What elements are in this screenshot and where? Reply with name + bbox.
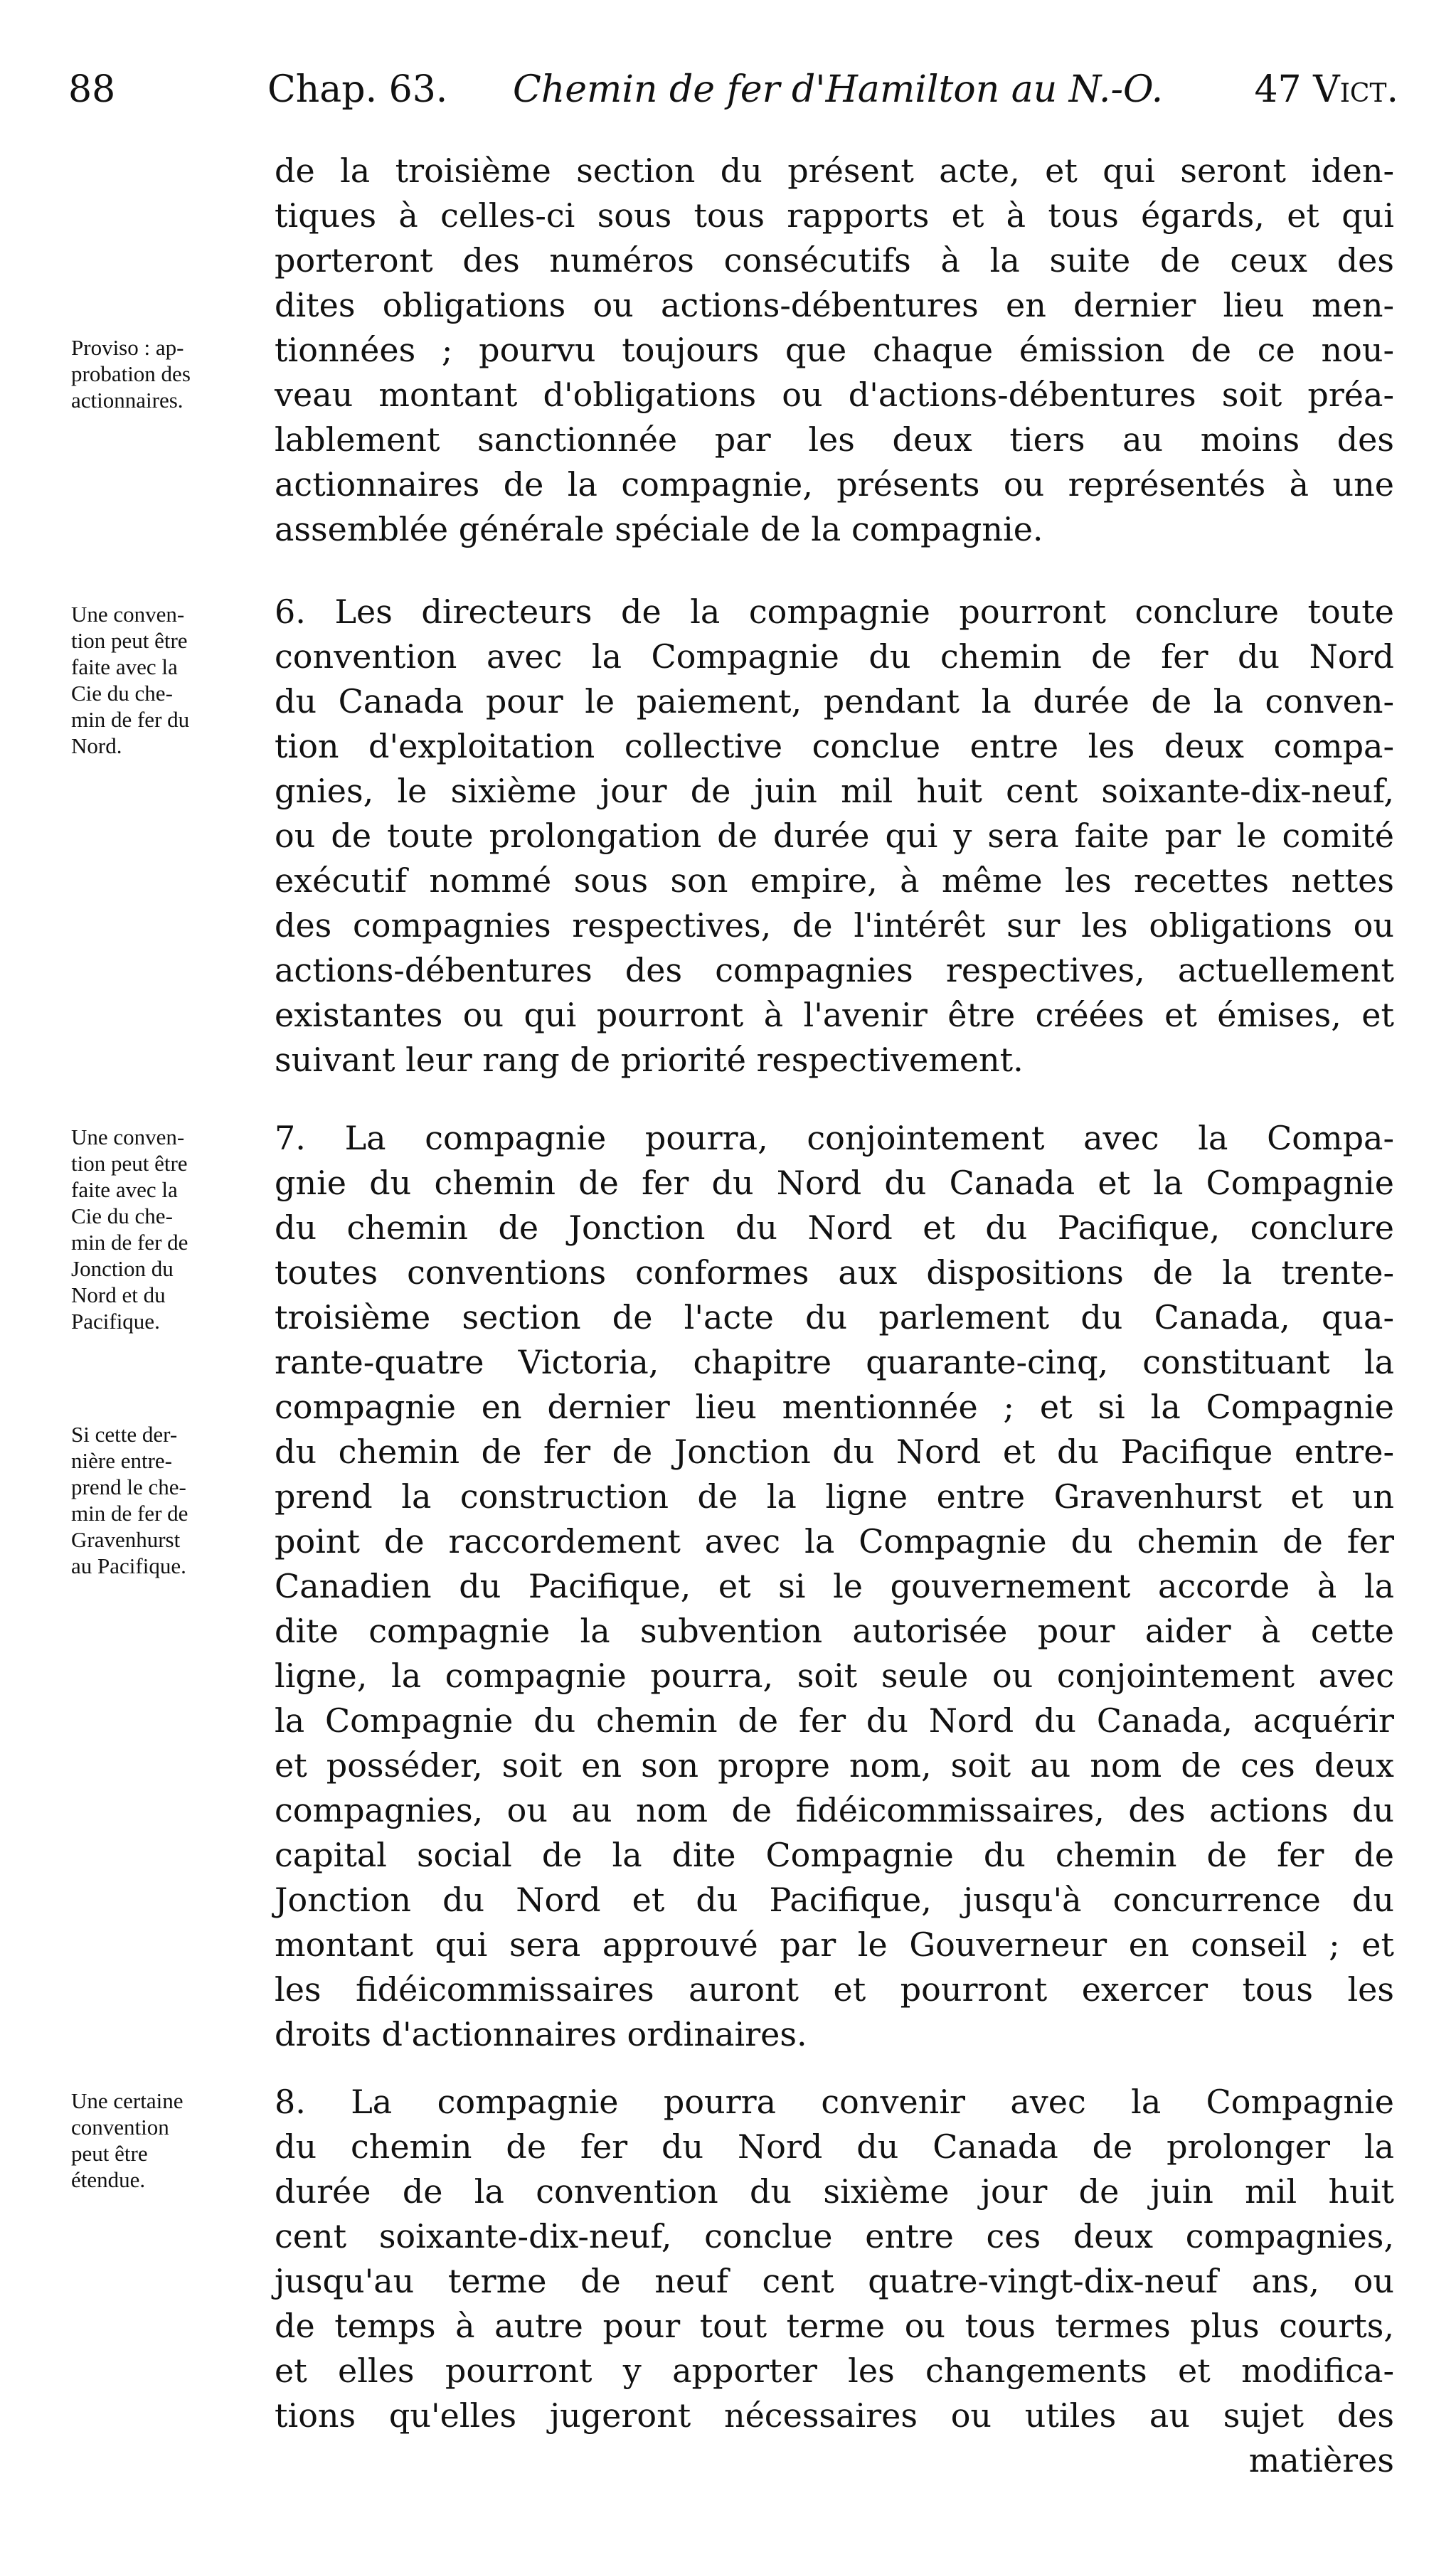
body-text-line: montant qui sera approuvé par le Gouverneur en conseil ; et bbox=[275, 1925, 1394, 1964]
body-text-line: prend la construction de la ligne entre Gravenhurst et un bbox=[275, 1477, 1394, 1516]
body-text-line: existantes ou qui pourront à l'avenir être créées et émises, et bbox=[275, 996, 1394, 1034]
body-text-line: porteront des numéros consécutifs à la suite de ceux des bbox=[275, 241, 1394, 280]
margin-note-section-7 bbox=[71, 1124, 263, 1334]
chapter-label: Chap. 63. bbox=[267, 68, 448, 111]
body-text-line: les fidéicommissaires auront et pourront exercer tous les bbox=[275, 1970, 1394, 2009]
margin-note-line: étendue. bbox=[71, 2167, 146, 2192]
body-text-line: gnies, le sixième jour de juin mil huit cent soixante-dix-neuf, bbox=[275, 772, 1394, 810]
page-number: 88 bbox=[68, 68, 116, 111]
body-text-line: assemblée générale spéciale de la compagnie. bbox=[275, 510, 1043, 548]
margin-note-line: Pacifique. bbox=[71, 1309, 160, 1334]
section-6-heading-line: 6. Les directeurs de la compagnie pourront conclure toute bbox=[275, 592, 1394, 631]
margin-note-line: nière entre- bbox=[71, 1448, 172, 1473]
margin-note-line: prend le che- bbox=[71, 1474, 186, 1499]
body-text-line: exécutif nommé sous son empire, à même les recettes nettes bbox=[275, 861, 1394, 900]
body-text-line: tionnées ; pourvu toujours que chaque émission de ce nou- bbox=[275, 331, 1394, 369]
body-text-line: la Compagnie du chemin de fer du Nord du Canada, acquérir bbox=[275, 1701, 1394, 1740]
body-text-line: et posséder, soit en son propre nom, soit au nom de ces deux bbox=[275, 1746, 1394, 1785]
margin-note-line: Nord. bbox=[71, 733, 122, 758]
margin-note-line: faite avec la bbox=[71, 654, 178, 679]
body-text-line: ligne, la compagnie pourra, soit seule ou conjointement avec bbox=[275, 1657, 1394, 1695]
margin-note-line: convention bbox=[71, 2115, 169, 2140]
body-text-line: dite compagnie la subvention autorisée pour aider à cette bbox=[275, 1612, 1394, 1650]
margin-note-line: Jonction du bbox=[71, 1256, 174, 1281]
body-text-line: actionnaires de la compagnie, présents ou représentés à une bbox=[275, 465, 1394, 504]
margin-note-section-6 bbox=[71, 601, 263, 759]
margin-note-line: Nord et du bbox=[71, 1282, 166, 1307]
body-text-line: toutes conventions conformes aux dispositions de la trente- bbox=[275, 1253, 1394, 1292]
margin-note-line: Proviso : ap- bbox=[71, 335, 184, 360]
margin-note-line: Gravenhurst bbox=[71, 1527, 181, 1552]
margin-note-line: probation des bbox=[71, 361, 191, 386]
body-text-line: lablement sanctionnée par les deux tiers au moins des bbox=[275, 420, 1394, 459]
act-title: Chemin de fer d'Hamilton au N.-O. bbox=[513, 68, 1164, 111]
body-text-line: jusqu'au terme de neuf cent quatre-vingt-dix-neuf ans, ou bbox=[275, 2262, 1394, 2300]
body-text-line: convention avec la Compagnie du chemin de fer du Nord bbox=[275, 637, 1394, 676]
margin-note-line: peut être bbox=[71, 2141, 148, 2166]
margin-note-line: au Pacifique. bbox=[71, 1553, 186, 1578]
margin-note-line: actionnaires. bbox=[71, 388, 184, 413]
body-text-line: troisième section de l'acte du parlement du Canada, qua- bbox=[275, 1298, 1394, 1336]
body-text-line: ou de toute prolongation de durée qui y sera faite par le comité bbox=[275, 817, 1394, 855]
body-text-line: du chemin de fer du Nord du Canada de prolonger la bbox=[275, 2127, 1394, 2166]
margin-note-line: Une conven- bbox=[71, 1125, 185, 1149]
body-text-line: Jonction du Nord et du Pacifique, jusqu'à concurrence du bbox=[275, 1881, 1394, 1919]
catchword: matières bbox=[1248, 2441, 1394, 2480]
body-text-line: du chemin de fer de Jonction du Nord et du Pacifique entre- bbox=[275, 1433, 1394, 1471]
body-text-line: du chemin de Jonction du Nord et du Pacifique, conclure bbox=[275, 1208, 1394, 1247]
body-text-line: veau montant d'obligations ou d'actions-débentures soit préa- bbox=[275, 376, 1394, 414]
body-text-line: dites obligations ou actions-débentures en dernier lieu men- bbox=[275, 286, 1394, 324]
margin-note-section-8 bbox=[71, 2088, 263, 2193]
regnal-year: 47 Vict. bbox=[1254, 68, 1398, 111]
margin-note-line: Cie du che- bbox=[71, 1203, 173, 1228]
running-header bbox=[68, 61, 1398, 118]
margin-note-line: Une certaine bbox=[71, 2088, 184, 2113]
body-text-line: gnie du chemin de fer du Nord du Canada et la Compagnie bbox=[275, 1164, 1394, 1202]
body-text-line: capital social de la dite Compagnie du chemin de fer de bbox=[275, 1836, 1394, 1874]
body-text-line: actions-débentures des compagnies respectives, actuellement bbox=[275, 951, 1394, 989]
margin-note-gravenhurst bbox=[71, 1421, 263, 1579]
body-text-line: de temps à autre pour tout terme ou tous termes plus courts, bbox=[275, 2307, 1394, 2345]
margin-note-line: tion peut être bbox=[71, 628, 188, 653]
body-text-line: point de raccordement avec la Compagnie du chemin de fer bbox=[275, 1522, 1394, 1561]
body-text-line: de la troisième section du présent acte, et qui seront iden- bbox=[275, 152, 1394, 190]
body-text-line: durée de la convention du sixième jour de juin mil huit bbox=[275, 2172, 1394, 2211]
body-text-line: des compagnies respectives, de l'intérêt sur les obligations ou bbox=[275, 906, 1394, 945]
margin-note-line: faite avec la bbox=[71, 1177, 178, 1202]
margin-note-line: Cie du che- bbox=[71, 681, 173, 706]
body-text-line: compagnies, ou au nom de fidéicommissaires, des actions du bbox=[275, 1791, 1394, 1829]
body-text-line: droits d'actionnaires ordinaires. bbox=[275, 2015, 807, 2053]
section-8-heading-line: 8. La compagnie pourra convenir avec la Compagnie bbox=[275, 2083, 1394, 2121]
body-text-line: cent soixante-dix-neuf, conclue entre ces deux compagnies, bbox=[275, 2217, 1394, 2255]
body-text-line: Canadien du Pacifique, et si le gouvernement accorde à la bbox=[275, 1567, 1394, 1605]
body-text-line: suivant leur rang de priorité respectivement. bbox=[275, 1041, 1024, 1079]
body-text-line: rante-quatre Victoria, chapitre quarante-cinq, constituant la bbox=[275, 1343, 1394, 1381]
body-text-line: du Canada pour le paiement, pendant la durée de la conven- bbox=[275, 682, 1394, 721]
margin-note-line: min de fer de bbox=[71, 1501, 188, 1526]
margin-note-line: tion peut être bbox=[71, 1151, 188, 1176]
margin-note-line: min de fer de bbox=[71, 1230, 188, 1255]
body-text-line: compagnie en dernier lieu mentionnée ; et si la Compagnie bbox=[275, 1388, 1394, 1426]
section-7-heading-line: 7. La compagnie pourra, conjointement avec la Compa- bbox=[275, 1119, 1394, 1157]
margin-note-line: min de fer du bbox=[71, 707, 190, 732]
body-text-line: tion d'exploitation collective conclue entre les deux compa- bbox=[275, 727, 1394, 765]
margin-note-line: Si cette der- bbox=[71, 1422, 178, 1447]
body-text-line: tiques à celles-ci sous tous rapports et à tous égards, et qui bbox=[275, 196, 1394, 235]
body-text-line: et elles pourront y apporter les changements et modifica- bbox=[275, 2351, 1394, 2390]
body-text-line: tions qu'elles jugeront nécessaires ou utiles au sujet des bbox=[275, 2396, 1394, 2435]
margin-note-line: Une conven- bbox=[71, 602, 185, 627]
margin-note-proviso bbox=[71, 334, 263, 413]
